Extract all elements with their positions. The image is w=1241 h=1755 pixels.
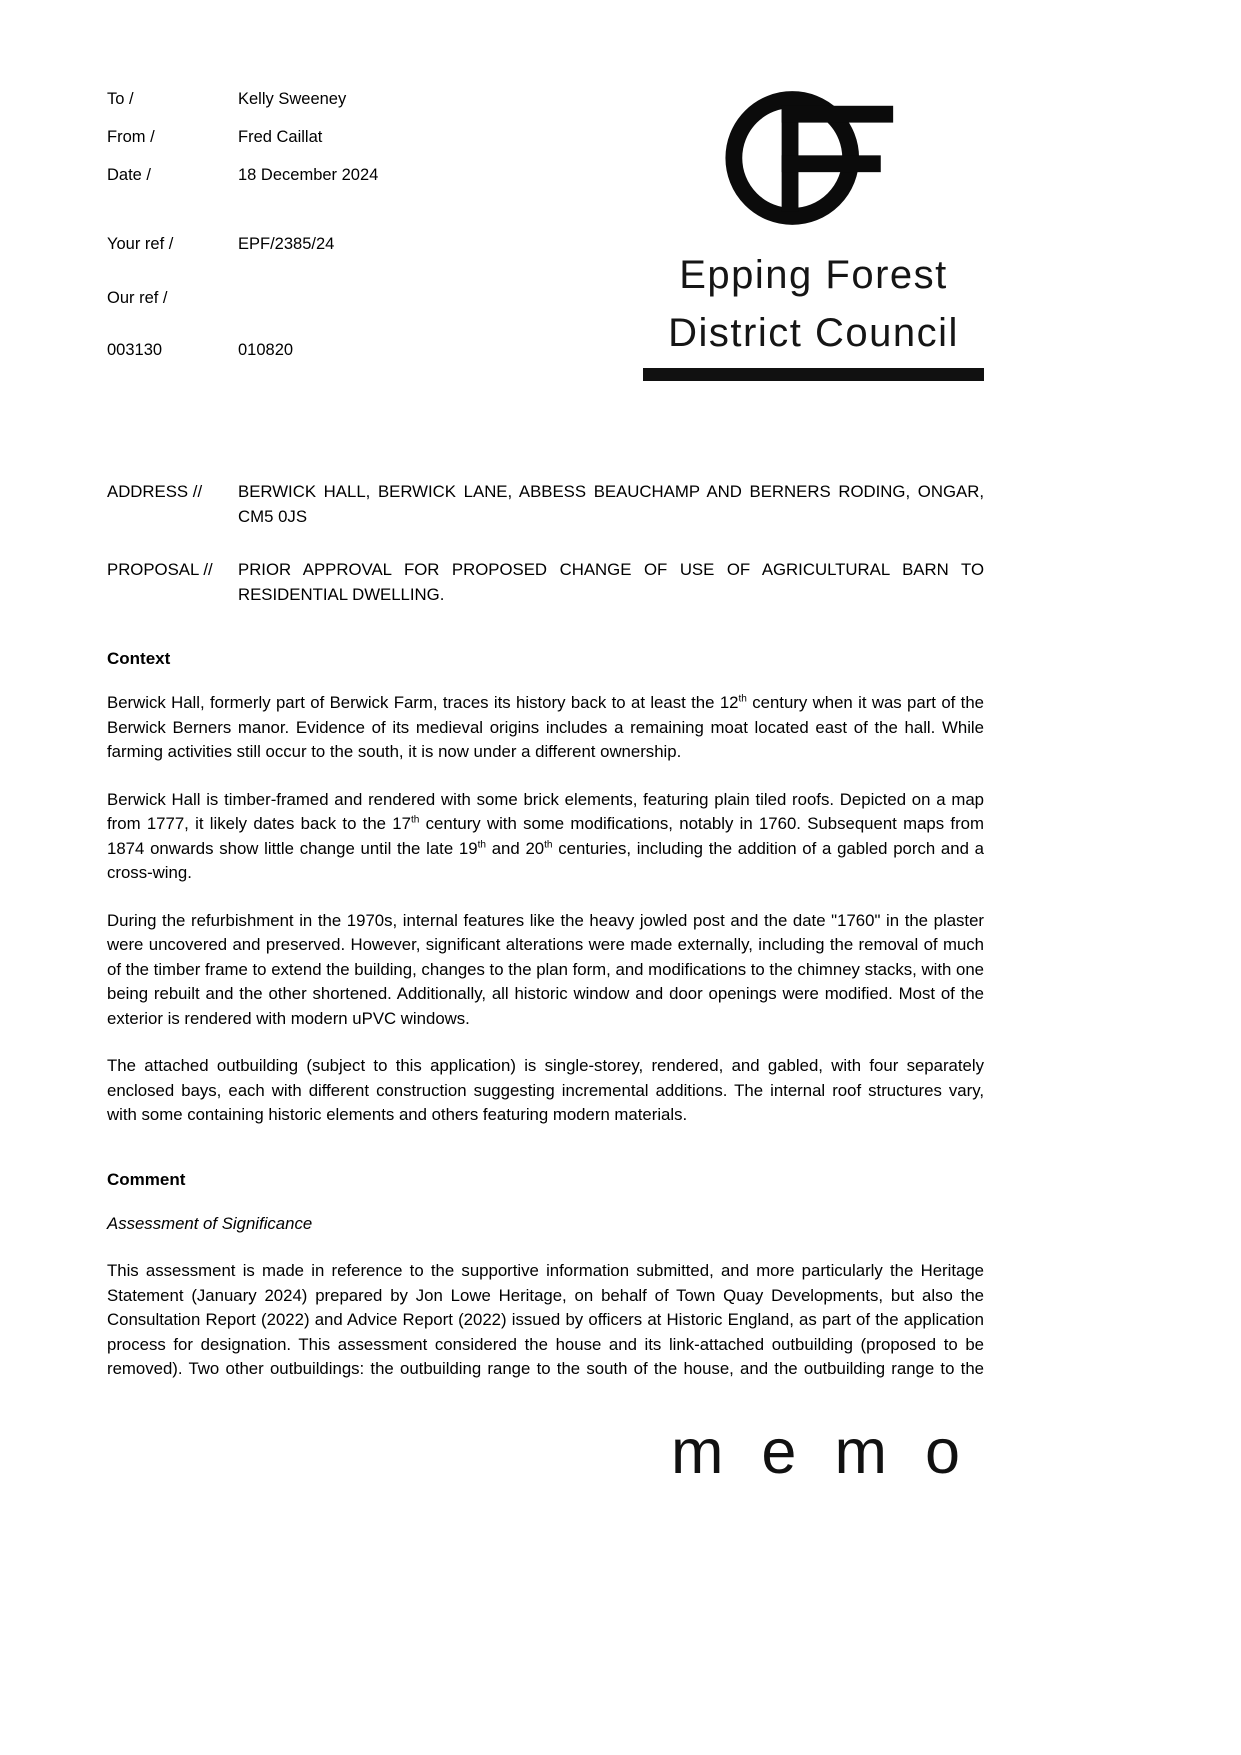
proposal-label: PROPOSAL //: [107, 560, 213, 579]
proposal-row: [107, 558, 984, 607]
field-label: Our ref /: [107, 289, 168, 307]
address-row: [107, 480, 984, 529]
field-label: From /: [107, 128, 155, 146]
context-paragraph-3: During the refurbishment in the 1970s, internal features like the heavy jowled post and the date "1760" in the plaster were uncovered and preserved. However, significant alterations were made externally, including the removal of much of the timber frame to extend the building, changes to the plan form, and modifications to the chimney stacks, with one being rebuilt and the other shortened. Additionally, all historic window and door openings were modified. Most of the exterior is rendered with modern uPVC windows.: [107, 910, 984, 1028]
field-row-numbers: [107, 341, 378, 360]
field-row-your-ref: [107, 235, 378, 254]
logo-line-1: Epping Forest: [679, 253, 948, 297]
field-value: [238, 289, 378, 308]
field-label: Date /: [107, 166, 152, 184]
reference-block: [107, 480, 984, 607]
address-label: ADDRESS //: [107, 482, 203, 501]
memo-wordmark: memo: [670, 1416, 998, 1487]
context-paragraph-4: The attached outbuilding (subject to this application) is single-storey, rendered, and gabled, with four separately enclosed bays, each with different construction suggesting incremental additions. The internal roof structures vary, with some containing historic elements and others featuring modern materials.: [107, 1056, 984, 1124]
logo-rule: [643, 368, 984, 381]
memo-header: [107, 0, 984, 480]
field-value: Kelly Sweeney: [238, 90, 347, 108]
ef-monogram-icon: [725, 88, 902, 228]
field-label: Your ref /: [107, 235, 174, 253]
context-paragraph-1: Berwick Hall, formerly part of Berwick Farm, traces its history back to at least the 12th century when it was part of the Berwick Berners manor. Evidence of its medieval origins includes a remaining moat located east of the hall. While farming activities still occur to the south, it is now under a different ownership.: [107, 693, 984, 761]
context-paragraph-2: Berwick Hall is timber-framed and rendered with some brick elements, featuring plain tiled roofs. Depicted on a map from 1777, it likely dates back to the 17th century with some modifications, notably in 1760. Subsequent maps from 1874 onwards show little change until the late 19th and 20th centuries, including the addition of a gabled porch and a cross-wing.: [107, 789, 985, 882]
field-row-our-ref: [107, 289, 378, 308]
assessment-subheading: Assessment of Significance: [107, 1213, 313, 1233]
field-row-date: [107, 166, 378, 185]
comment-heading: Comment: [107, 1169, 186, 1189]
assessment-paragraph: This assessment is made in reference to the supportive information submitted, and more particularly the Heritage Statement (January 2024) prepared by Jon Lowe Heritage, on behalf of Town Quay Developments, but also the Consultation Report (2022) and Advice Report (2022) issued by officers at Historic England, as part of the application process for designation. This assessment considered the house and its link-attached outbuilding (proposed to be removed). Two other outbuildings: the outbuilding range to the south of the house, and the outbuilding range to the: [107, 1261, 984, 1378]
field-value: EPF/2385/24: [238, 235, 335, 253]
field-row-from: [107, 128, 378, 147]
address-value: BERWICK HALL, BERWICK LANE, ABBESS BEAUCHAMP AND BERNERS RODING, ONGAR, CM5 0JS: [238, 482, 984, 526]
field-value: 18 December 2024: [238, 166, 379, 184]
field-value: Fred Caillat: [238, 128, 323, 146]
field-label: To /: [107, 90, 134, 108]
field-value: 010820: [238, 341, 294, 359]
logo-line-2: District Council: [668, 311, 959, 355]
header-fields: [107, 90, 378, 360]
logo-wordmark: [668, 246, 959, 362]
field-row-to: [107, 90, 378, 109]
context-heading: Context: [107, 649, 171, 668]
proposal-value: PRIOR APPROVAL FOR PROPOSED CHANGE OF USE OF AGRICULTURAL BARN TO RESIDENTIAL DWELLING.: [238, 560, 984, 604]
council-logo: [643, 88, 984, 381]
field-label: 003130: [107, 341, 163, 359]
